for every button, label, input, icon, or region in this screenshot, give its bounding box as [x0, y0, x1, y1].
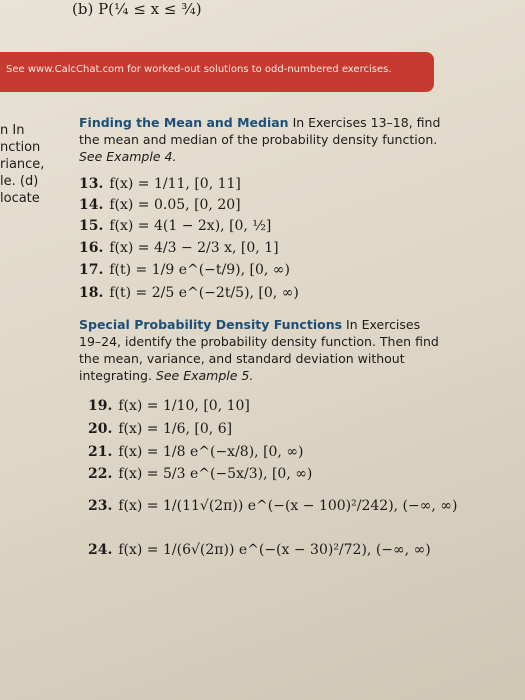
section-heading: Finding the Mean and Median: [79, 115, 289, 130]
left-line: n In: [0, 123, 25, 138]
exercise-number: 23.: [88, 498, 113, 514]
exercise-number: 19.: [88, 398, 113, 414]
exercise-18: [79, 285, 299, 301]
exercise-number: 22.: [88, 466, 113, 482]
exercise-number: 21.: [88, 444, 113, 460]
section-heading: Special Probability Density Functions: [79, 317, 343, 332]
exercise-number: 17.: [79, 262, 104, 278]
banner-text: See www.CalcChat.com for worked-out solutions to odd-numbered exercises.: [6, 64, 392, 75]
exercise-20: [88, 421, 232, 437]
exercise-24: [88, 542, 431, 558]
left-line: riance,: [0, 157, 45, 172]
exercise-number: 18.: [79, 285, 104, 301]
exercise-expression: f(x) = 4(1 − 2x), [0, ½]: [109, 218, 272, 234]
exercise-expression: f(x) = 1/(6√(2π)) e^(−(x − 30)²/72), (−∞, ∞): [118, 542, 431, 558]
section-paragraph: [79, 114, 443, 165]
exercise-expression: f(x) = 4/3 − 2/3 x, [0, 1]: [109, 240, 279, 256]
section-mean-median: [79, 114, 443, 165]
exercise-expression: f(x) = 1/8 e^(−x/8), [0, ∞): [118, 444, 304, 460]
exercise-expression: f(x) = 1/11, [0, 11]: [109, 176, 241, 192]
exercise-expression: f(t) = 1/9 e^(−t/9), [0, ∞): [109, 262, 290, 278]
exercise-number: 16.: [79, 240, 104, 256]
exercise-16: [79, 240, 279, 256]
left-line: locate: [0, 191, 40, 206]
exercise-expression: f(x) = 0.05, [0, 20]: [109, 197, 241, 213]
previous-exercise-line: (b) P(¼ ≤ x ≤ ¾): [72, 0, 202, 18]
section-body: In Exercises 19–24, identify the probability density function. Then find the mean, variance, and standard deviation without integrating.: [79, 317, 439, 383]
exercise-number: 14.: [79, 197, 104, 213]
section-body: In Exercises 13–18, find the mean and median of the probability density function.: [79, 115, 441, 147]
exercise-19: [88, 398, 250, 414]
left-page-fragment: [0, 122, 44, 207]
exercise-23: [88, 498, 457, 514]
section-paragraph: [79, 316, 443, 384]
exercise-expression: f(x) = 1/6, [0, 6]: [118, 421, 233, 437]
left-line: nction: [0, 140, 41, 155]
exercise-17: [79, 262, 290, 278]
exercise-expression: f(x) = 5/3 e^(−5x/3), [0, ∞): [118, 466, 313, 482]
see-example: See Example 4.: [79, 149, 177, 164]
calcchat-banner: [0, 52, 434, 92]
exercise-21: [88, 444, 303, 460]
see-example: See Example 5.: [155, 368, 254, 383]
exercise-number: 13.: [79, 176, 104, 192]
exercise-13: [79, 176, 241, 192]
exercise-expression: f(x) = 1/(11√(2π)) e^(−(x − 100)²/242), (−∞, ∞): [118, 498, 458, 514]
exercise-number: 15.: [79, 218, 104, 234]
left-line: le. (d): [0, 174, 39, 189]
exercise-22: [88, 466, 312, 482]
exercise-expression: f(t) = 2/5 e^(−2t/5), [0, ∞): [109, 285, 299, 301]
exercise-expression: f(x) = 1/10, [0, 10]: [118, 398, 250, 414]
exercise-number: 20.: [88, 421, 113, 437]
exercise-14: [79, 197, 241, 213]
exercise-number: 24.: [88, 542, 113, 558]
exercise-15: [79, 218, 271, 234]
section-special-pdfs: [79, 316, 443, 384]
